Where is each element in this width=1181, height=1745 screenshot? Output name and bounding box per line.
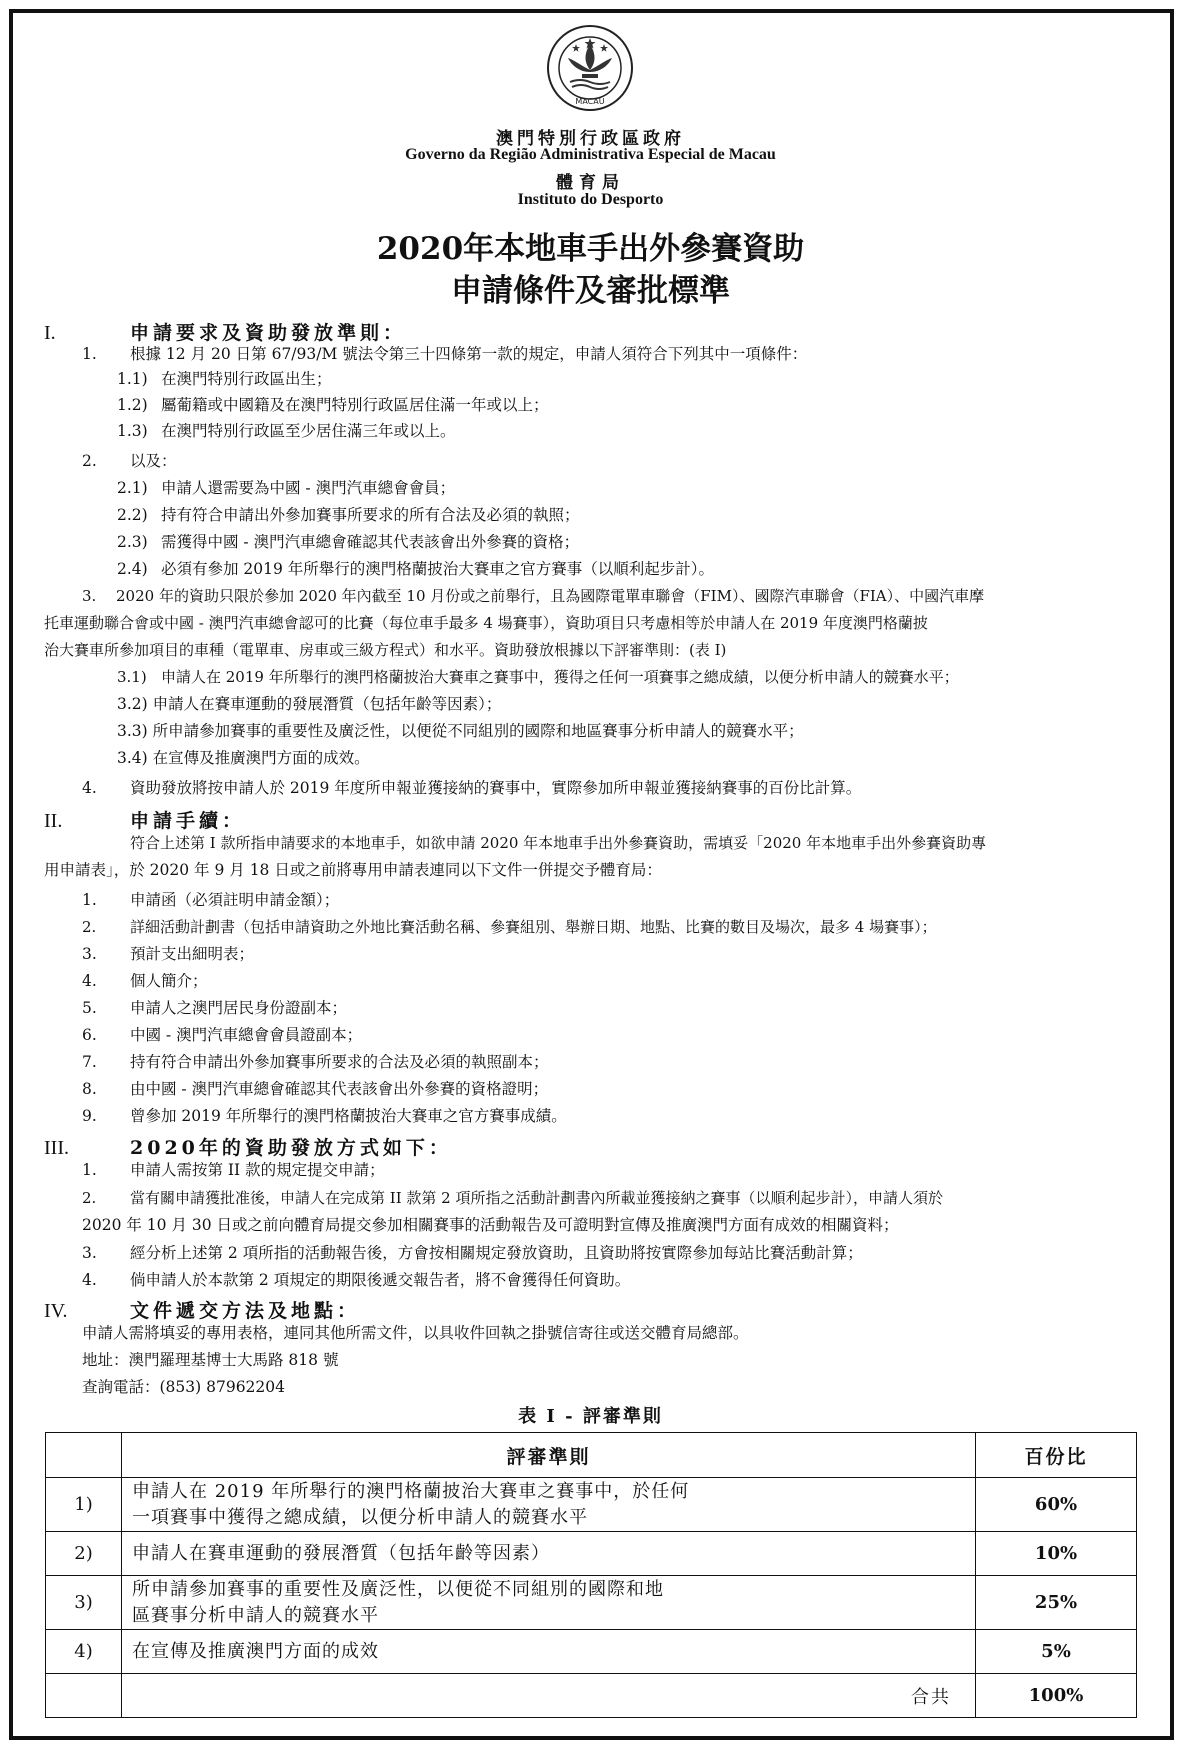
row-number: 4) [46, 1630, 122, 1674]
row-percentage: 10% [976, 1532, 1137, 1576]
phone-line: 查詢電話：(853) 87962204 [82, 1378, 285, 1396]
list-item: 1.2) 屬葡籍或中國籍及在澳門特別行政區居住滿一年或以上； [117, 396, 549, 414]
header-cell-criteria: 評審準則 [122, 1433, 976, 1478]
row-percentage: 60% [976, 1478, 1137, 1532]
section-label: 申請手續： [130, 810, 246, 832]
list-item: 2. 當有關申請獲批准後，申請人在完成第 II 款第 2 項所指之活動計劃書內所載並獲接納之賽事（以順利起步計），申請人須於 [82, 1189, 943, 1207]
doc-title-line1: 2020年本地車手出外參賽資助 [376, 231, 805, 267]
list-item: 8. 由中國 - 澳門汽車總會確認其代表該會出外參賽的資格證明； [82, 1080, 549, 1098]
emblem-label: MACAU [575, 97, 605, 106]
row-criteria: 申請人在 2019 年所舉行的澳門格蘭披治大賽車之賽事中，於任何 一項賽事中獲得之總成績，以便分析申請人的競賽水平 [122, 1478, 976, 1532]
list-item: 1.3) 在澳門特別行政區至少居住滿三年或以上。 [117, 422, 456, 440]
row-number: 2) [46, 1532, 122, 1576]
section-4-heading [44, 1296, 360, 1323]
list-item: 2. 詳細活動計劃書（包括申請資助之外地比賽活動名稱、參賽組別、舉辦日期、地點、比賽的數目及場次，最多 4 場賽事）； [82, 918, 937, 936]
table-header-row [46, 1433, 1137, 1478]
list-item: 2.3) 需獲得中國 - 澳門汽車總會確認其代表該會出外參賽的資格； [117, 533, 580, 551]
section-label: 文件遞交方法及地點： [130, 1300, 361, 1322]
total-percentage: 100% [976, 1674, 1137, 1718]
list-item: 1. 申請人需按第 II 款的規定提交申請； [82, 1161, 385, 1179]
list-item: 1. 根據 12 月 20 日第 67/93/M 號法令第三十四條第一款的規定，申請人須符合下列其中一項條件： [82, 345, 808, 363]
paragraph-line: 用申請表」，於 2020 年 9 月 18 日或之前將專用申請表連同以下文件一併提交予體育局： [44, 861, 662, 879]
section-3-heading [44, 1133, 452, 1160]
table-row [46, 1630, 1137, 1674]
row-criteria: 申請人在賽車運動的發展潛質（包括年齡等因素） [122, 1532, 976, 1576]
list-item: 3.1) 申請人在 2019 年所舉行的澳門格蘭披治大賽車之賽事中，獲得之任何一項賽事之總成績，以便分析申請人的競賽水平； [117, 668, 959, 686]
row-percentage: 25% [976, 1576, 1137, 1630]
header-cell-percentage: 百份比 [976, 1433, 1137, 1478]
table-caption: 表 I - 評審準則 [518, 1406, 663, 1427]
row-criteria: 所申請參加賽事的重要性及廣泛性，以便從不同組別的國際和地 區賽事分析申請人的競賽水平 [122, 1576, 976, 1630]
list-item: 3. 預計支出細明表； [82, 945, 255, 963]
paragraph-line: 托車運動聯合會或中國 - 澳門汽車總會認可的比賽（每位車手最多 4 場賽事），資助項目只考慮相等於申請人在 2019 年度澳門格蘭披 [44, 614, 928, 632]
list-item: 2.1) 申請人還需要為中國 - 澳門汽車總會會員； [117, 479, 456, 497]
table-row [46, 1532, 1137, 1576]
table-total-row [46, 1674, 1137, 1718]
row-criteria: 在宣傳及推廣澳門方面的成效 [122, 1630, 976, 1674]
list-item: 6. 中國 - 澳門汽車總會會員證副本； [82, 1026, 363, 1044]
gov-name-pt: Governo da Região Administrativa Especial de Macau [405, 146, 776, 163]
row-number: 3) [46, 1576, 122, 1630]
table-row [46, 1576, 1137, 1630]
section-number: I. [44, 322, 56, 344]
dept-name-pt: Instituto do Desporto [517, 191, 664, 208]
paragraph-line: 2020 年 10 月 30 日或之前向體育局提交參加相關賽事的活動報告及可證明對宣傳及推廣澳門方面有成效的相關資料； [82, 1216, 899, 1234]
header-cell-number [46, 1433, 122, 1478]
list-item: 4. 個人簡介； [82, 972, 208, 990]
paragraph-line: 符合上述第 I 款所指申請要求的本地車手，如欲申請 2020 年本地車手出外參賽資助，需填妥「2020 年本地車手出外參賽資助專 [130, 834, 987, 852]
list-item: 3. 經分析上述第 2 項所指的活動報告後，方會按相關規定發放資助，且資助將按實際參加每站比賽活動計算； [82, 1244, 863, 1262]
list-item: 1.1) 在澳門特別行政區出生； [117, 370, 332, 388]
table-row [46, 1478, 1137, 1532]
list-item: 3.3) 所申請參加賽事的重要性及廣泛性，以便從不同組別的國際和地區賽事分析申請人的競賽水平； [117, 722, 804, 740]
list-item: 2.4) 必須有參加 2019 年所舉行的澳門格蘭披治大賽車之官方賽事（以順利起步計）。 [117, 560, 715, 578]
list-item: 1. 申請函（必須註明申請金額）； [82, 891, 340, 909]
list-item: 5. 申請人之澳門居民身份證副本； [82, 999, 348, 1017]
section-number: II. [44, 810, 63, 832]
submission-instructions: 申請人需將填妥的專用表格，連同其他所需文件，以具收件回執之掛號信寄往或送交體育局總部。 [82, 1324, 749, 1342]
list-item: 4. 資助發放將按申請人於 2019 年度所申報並獲接納的賽事中，實際參加所申報並獲接納賽事的百份比計算。 [82, 779, 862, 797]
dept-name-zh: 體育局 [556, 173, 625, 193]
doc-title-line2: 申請條件及審批標準 [451, 273, 730, 309]
list-item: 4. 倘申請人於本款第 2 項規定的期限後遞交報告者，將不會獲得任何資助。 [82, 1271, 631, 1289]
row-percentage: 5% [976, 1630, 1137, 1674]
list-item: 3. 2020 年的資助只限於參加 2020 年內截至 10 月份或之前舉行，且為國際電單車聯會（FIM）、國際汽車聯會（FIA）、中國汽車摩 [82, 587, 985, 605]
section-number: IV. [44, 1300, 68, 1322]
address-line: 地址：澳門羅理基博士大馬路 818 號 [82, 1351, 339, 1369]
macau-emblem-icon [546, 24, 634, 112]
list-item: 3.2) 申請人在賽車運動的發展潛質（包括年齡等因素）； [117, 695, 502, 713]
section-label: 2020年的資助發放方式如下： [130, 1137, 452, 1159]
list-item: 7. 持有符合申請出外參加賽事所要求的合法及必須的執照副本； [82, 1053, 549, 1071]
criteria-table [45, 1432, 1137, 1718]
list-item: 9. 曾參加 2019 年所舉行的澳門格蘭披治大賽車之官方賽事成績。 [82, 1107, 567, 1125]
section-number: III. [44, 1137, 69, 1159]
list-item: 2.2) 持有符合申請出外參加賽事所要求的所有合法及必須的執照； [117, 506, 580, 524]
list-item: 3.4) 在宣傳及推廣澳門方面的成效。 [117, 749, 370, 767]
paragraph-line: 治大賽車所參加項目的車種（電單車、房車或三級方程式）和水平。資助發放根據以下評審準則：(表 I) [44, 641, 727, 659]
row-number: 1) [46, 1478, 122, 1532]
list-item: 2. 以及： [82, 452, 177, 470]
section-1-heading [44, 318, 406, 345]
section-label: 申請要求及資助發放準則： [130, 322, 407, 344]
gov-name-zh: 澳門特別行政區政府 [496, 129, 685, 149]
total-blank-cell [46, 1674, 122, 1718]
total-label: 合共 [122, 1674, 976, 1718]
section-2-heading [44, 806, 245, 833]
